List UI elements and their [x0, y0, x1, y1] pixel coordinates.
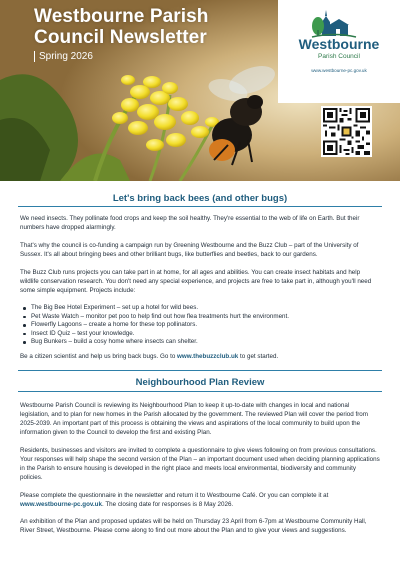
projects-list [20, 304, 380, 347]
list-item: Pet Waste Watch – monitor pet poo to help find out how flea treatments hurt the environment. [20, 313, 380, 322]
logo-name: Westbourne [298, 36, 380, 52]
bees-p4-text: Be a citizen scientist and help us bring back bugs. Go to [20, 353, 178, 360]
logo-subtitle: Parish Council [318, 53, 360, 60]
bees-paragraph-3: The Buzz Club runs projects you can take part in at home, for all ages and abilities. You can create insect habitats and help wildlife conservation research. You don't need any special experience, and projects are free to take part in, although you'll need some simple equipment. Projects include: [20, 269, 372, 294]
plan-paragraph-4: An exhibition of the Plan and proposed updates will be held on Thursday 23 April from 6-7pm at Westbourne Community Hall, River Street, Westbourne. Please come along to find out more about the Plan and to give your views and suggestions. [20, 518, 367, 534]
title-line-2: Council Newsletter [34, 27, 207, 48]
newsletter-title-block [34, 0, 209, 62]
council-website-link[interactable]: www.westbourne-pc.gov.uk [20, 501, 102, 508]
qr-code-icon [321, 106, 372, 157]
bees-paragraph-1: We need insects. They pollinate food crops and keep the soil healthy. They're essential to the web of life on Earth. But their numbers have dropped alarmingly. [20, 215, 360, 231]
title-line-1: Westbourne Parish [34, 6, 209, 27]
council-logo [278, 0, 400, 103]
plan-paragraph-1: Westbourne Parish Council is reviewing its Neighbourhood Plan to keep it up-to-date with changes in local and national legislation, and to plan for new homes in the Parish allocated by the government. The reviewed Plan will cover the period from 2025-2039. An important part of this process is obtaining the views and aspirations of the local community to build upon the information given to the Council to develop the first and existing Plan. [20, 402, 368, 436]
divider [18, 370, 382, 371]
list-item: Flowerfly Lagoons – create a home for these top pollinators. [20, 321, 380, 330]
buzzclub-link[interactable]: www.thebuzzclub.uk [177, 353, 239, 360]
bees-p4-tail: to get started. [238, 353, 279, 360]
bees-heading: Let's bring back bees (and other bugs) [112, 193, 288, 204]
list-item: The Big Bee Hotel Experiment – set up a hotel for wild bees. [20, 304, 380, 313]
church-tree-logo-icon [310, 10, 358, 38]
bees-paragraph-2: That's why the council is co-funding a campaign run by Greening Westbourne and the Buzz Club – part of the University of Sussex. It's all about bringing bees and other brilliant bugs, like butterflies and beetles, back to our gardens. [20, 242, 359, 258]
plan-p3-text: Please complete the questionnaire in the newsletter and return it to Westbourne Café. Or you can complete it at [20, 492, 329, 499]
divider [18, 206, 382, 207]
logo-url: www.westbourne-pc.gov.uk [311, 68, 367, 73]
qr-code[interactable] [321, 106, 372, 157]
plan-paragraph-2: Residents, businesses and visitors are invited to complete a questionnaire to give views following on from previous consultations. Your responses will help shape the second version of the Plan – an important document used when deciding planning applications in the Parish to ensure housing is developed in the right place and meets local environmental, biodiversity and community policies. [20, 447, 380, 481]
list-item: Insect ID Quiz – test your knowledge. [20, 330, 380, 339]
hero-banner [0, 0, 400, 181]
list-item: Bug Bunkers – build a cosy home where insects can shelter. [20, 338, 380, 347]
plan-p3-tail: . The closing date for responses is 8 May 2026. [101, 501, 234, 508]
plan-heading: Neighbourhood Plan Review [135, 377, 265, 388]
newsletter-title [34, 6, 209, 48]
divider [18, 391, 382, 392]
bees-paragraph-4 [20, 352, 380, 361]
plan-paragraph-3 [20, 491, 380, 509]
edition-label: Spring 2026 [34, 51, 209, 62]
